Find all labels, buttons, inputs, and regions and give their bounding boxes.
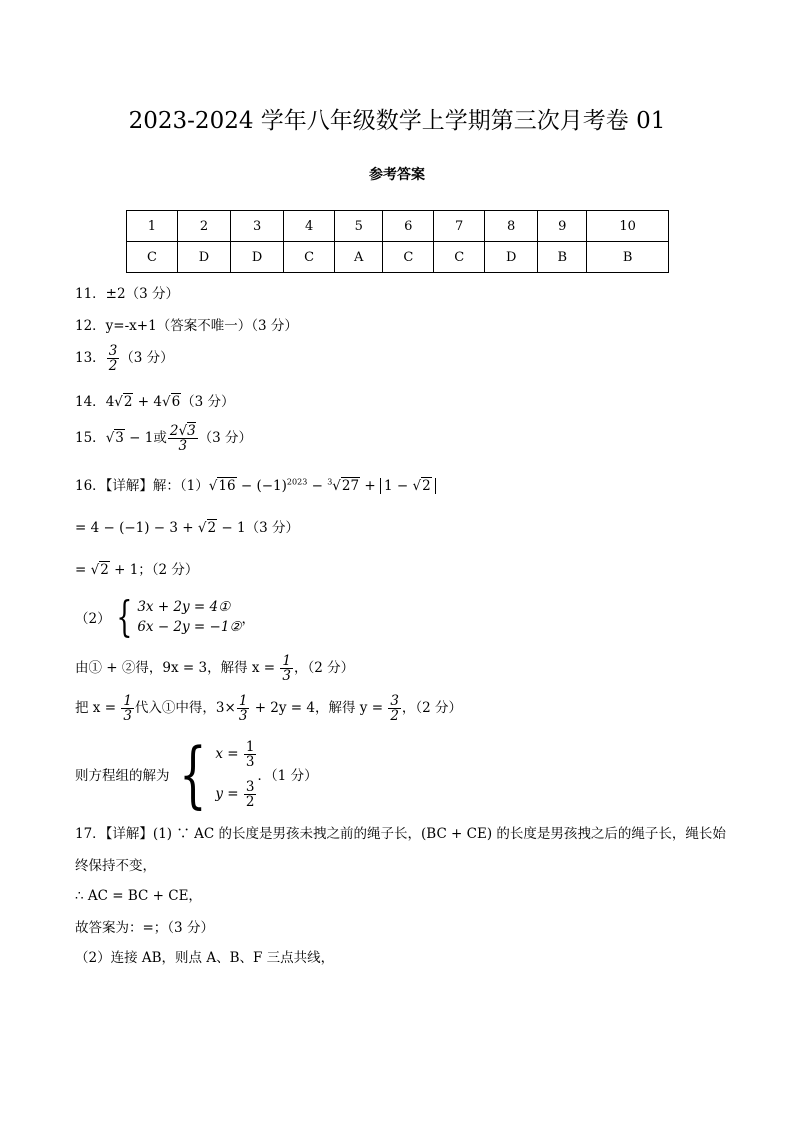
- question-number-cell: 6: [383, 211, 434, 242]
- question-number-cell: 1: [127, 211, 178, 242]
- q16-label: 16．【详解】解：（1）: [75, 478, 209, 494]
- q16-eq-tail: ，: [241, 611, 256, 627]
- q16-line-b-fraction1: $\frac{1}{3}$: [123, 693, 132, 725]
- q16-step2-radical: √2: [90, 562, 109, 578]
- answer-16-line-b: [75, 694, 462, 723]
- page-title: 2023-2024 学年八年级数学上学期第三次月考卷 01: [128, 108, 666, 134]
- q14-prefix: 14．: [75, 394, 106, 410]
- q16-plus: +: [360, 478, 380, 494]
- question-number-cell: 10: [587, 211, 669, 242]
- q15-prefix: 15．: [75, 430, 106, 447]
- answer-table-number-row: [127, 211, 669, 242]
- question-number-cell: 4: [284, 211, 335, 242]
- q16-line-b-text2: 代入①中得，3×: [134, 700, 236, 717]
- answer-16-part1: [75, 474, 436, 494]
- answer-table: [126, 210, 669, 273]
- q16-line-b-score: ，（2 分）: [401, 700, 463, 717]
- q16-line-b-fraction2: $\frac{1}{3}$: [238, 693, 248, 725]
- answer-cell: A: [335, 242, 383, 273]
- answer-14: [75, 390, 235, 410]
- answer-15: [75, 424, 252, 453]
- q16-step2-score: + 1；（2 分）: [109, 562, 199, 578]
- q14-coef: 4: [105, 394, 115, 410]
- question-number-cell: 9: [538, 211, 587, 242]
- q14-radical-a: √2: [114, 394, 133, 410]
- q13-score: （3 分）: [120, 350, 174, 367]
- q16-line-a-text: 由① + ②得，9x = 3，解得 x =: [75, 660, 280, 677]
- q16-part2-label: （2）: [75, 611, 111, 627]
- q16-line-b-text3: + 2y = 4，解得 y =: [250, 700, 388, 717]
- q16-minus: −: [307, 478, 328, 494]
- question-number-cell: 3: [231, 211, 284, 242]
- q16-step1-score: − 1（3 分）: [217, 520, 299, 536]
- q16-equation-system: [137, 597, 241, 638]
- q16-absolute-value: 1 − √2: [380, 478, 436, 494]
- q15-minus-or: − 1或: [124, 430, 167, 447]
- q16-solution-label: 则方程组的解为: [75, 768, 170, 784]
- q16-step1-text: = 4 − (−1) − 3 +: [75, 520, 198, 536]
- system-brace-icon: {: [115, 592, 132, 641]
- question-number-cell: 2: [177, 211, 230, 242]
- q16-neg-one-power: − (−1): [236, 478, 287, 494]
- q16-equation-1: 3x + 2y = 4①: [137, 598, 231, 615]
- q15-fraction: $\frac{2√3}{3}$: [169, 423, 196, 455]
- question-number-cell: 5: [335, 211, 383, 242]
- q14-plus: + 4: [133, 394, 162, 410]
- answer-16-line-a: [75, 654, 354, 683]
- q16-cube-index: 3: [327, 477, 333, 487]
- answer-cell: C: [434, 242, 485, 273]
- answer-cell: B: [538, 242, 587, 273]
- answer-17-line2: 终保持不变，: [75, 858, 156, 874]
- q16-step2-text: =: [75, 562, 91, 578]
- q13-fraction: $\frac{3}{2}$: [108, 343, 118, 375]
- q14-score: （3 分）: [181, 394, 235, 410]
- q15-radical: √3: [105, 430, 124, 447]
- q16-step1-radical: √2: [197, 520, 217, 536]
- page-subtitle: 参考答案: [369, 167, 425, 183]
- answer-11: 11．±2（3 分）: [75, 286, 179, 302]
- answer-cell: C: [284, 242, 335, 273]
- answer-17-line4: 故答案为：=；（3 分）: [75, 920, 214, 936]
- q15-score: （3 分）: [198, 430, 253, 447]
- answer-17-line1: 17．【详解】(1) ∵ AC 的长度是男孩未拽之前的绳子长，(BC + CE) 的长度是男孩拽之后的绳子长，绳长始: [75, 826, 726, 842]
- answer-17-line5: （2）连接 AB，则点 A、B、F 三点共线，: [75, 950, 335, 966]
- q16-line-a-score: ，（2 分）: [293, 660, 355, 677]
- answer-table-answer-row: [127, 242, 669, 273]
- q16-sqrt16: √16: [208, 478, 236, 494]
- answer-16-step1: [75, 516, 299, 536]
- answer-cell: B: [587, 242, 669, 273]
- q16-solution-system: x = $\frac{1}{3}$ y = $\frac{3}{2}$: [215, 739, 255, 811]
- answer-13: [75, 344, 174, 373]
- question-number-cell: 7: [434, 211, 485, 242]
- answer-17-line3: ∴ AC = BC + CE，: [75, 888, 202, 904]
- answer-cell: C: [127, 242, 178, 273]
- answer-12: 12．y=-x+1（答案不唯一）（3 分）: [75, 318, 298, 334]
- q16-equation-2: 6x − 2y = −1②: [137, 619, 242, 635]
- answer-cell: D: [177, 242, 230, 273]
- solution-brace-icon: {: [178, 732, 207, 816]
- answer-16-system: [75, 592, 256, 641]
- answer-cell: D: [231, 242, 284, 273]
- q16-exponent: 2023: [286, 477, 308, 487]
- q14-radical-b: √6: [161, 394, 181, 410]
- q16-solution-score: ．（1 分）: [257, 768, 318, 784]
- answer-16-solution: [75, 732, 318, 816]
- q16-cbrt27: √27: [332, 478, 360, 494]
- q13-prefix: 13．: [75, 350, 106, 367]
- answer-cell: C: [383, 242, 434, 273]
- answer-16-step2: [75, 558, 198, 578]
- q16-line-a-fraction: $\frac{1}{3}$: [282, 653, 291, 685]
- q16-line-b-text1: 把 x =: [75, 700, 121, 717]
- question-number-cell: 8: [485, 211, 538, 242]
- answer-cell: D: [485, 242, 538, 273]
- q16-line-b-fraction3: $\frac{3}{2}$: [390, 693, 399, 725]
